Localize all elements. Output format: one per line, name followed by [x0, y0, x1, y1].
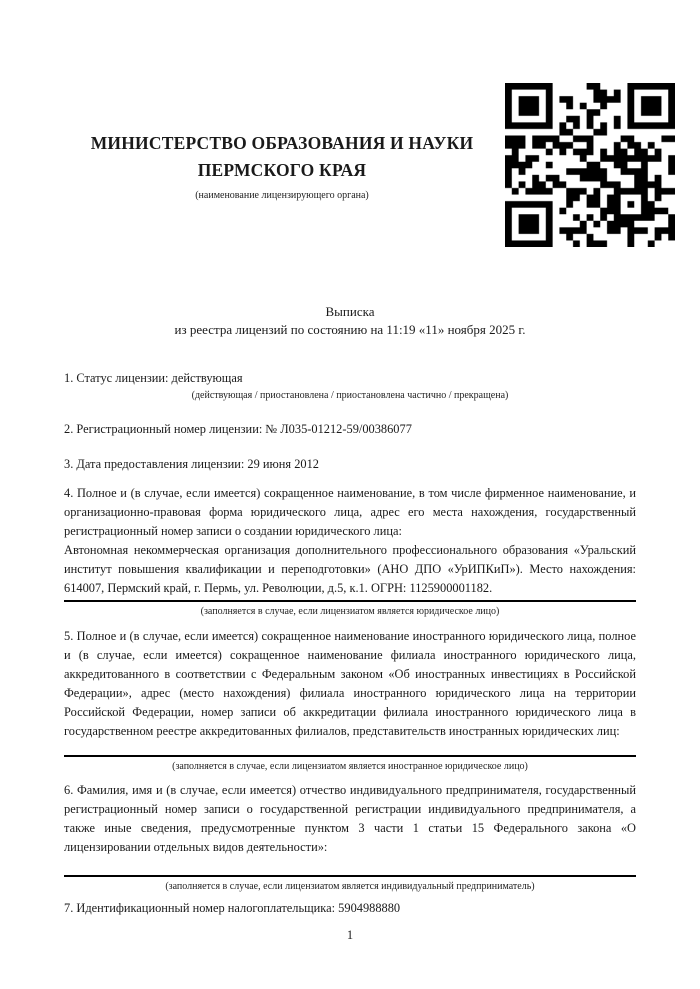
item-taxpayer-number-text: 7. Идентификационный номер налогоплательщика: 5904988880 — [64, 901, 401, 915]
item-foreign-entity-label: 5. Полное и (в случае, если имеется) сокращенное наименование иностранного юридического лица, полное и (в случае, если имеется) сокращенное наименование филиала иностранного юридического лица, аккредитованного в соответствии с Федеральным законом «Об иностранных инвестициях в Российской Федерации», адрес (место нахождения) филиала иностранного юридического лица на территории Российской Федерации, номер записи об аккредитации филиала иностранного юридического лица в государственном реестре аккредитованных филиалов, представительств иностранных юридических лиц: — [64, 629, 636, 738]
licensing-authority-header — [62, 130, 502, 202]
fill-line-individual-entrepreneur — [64, 875, 636, 877]
item-individual-entrepreneur — [64, 781, 636, 893]
qr-code — [505, 83, 675, 247]
ministry-name-line1: МИНИСТЕРСТВО ОБРАЗОВАНИЯ И НАУКИ — [90, 133, 474, 153]
item-individual-entrepreneur-label: 6. Фамилия, имя и (в случае, если имеется) отчество индивидуального предпринимателя, государственный регистрационный номер записи о государственной регистрации индивидуального предпринимателя, а также иные сведения, предусмотренные пунктом 3 части 1 статьи 15 Федерального закона «О лицензировании отдельных видов деятельности»: — [64, 783, 636, 854]
ministry-name-line2: ПЕРМСКОГО КРАЯ — [197, 160, 367, 180]
item-legal-entity-label: 4. Полное и (в случае, если имеется) сокращенное наименование, в том числе фирменное наименование, и организационно-правовая форма юридического лица, адрес его места нахождения, государственный регистрационный номер записи о создании юридического лица: — [64, 486, 636, 538]
item-registration-number — [64, 420, 636, 439]
page-number: 1 — [346, 928, 354, 942]
item-grant-date — [64, 455, 636, 474]
item-registration-number-text: 2. Регистрационный номер лицензии: № Л035-01212-59/00386077 — [64, 422, 412, 436]
document-subtitle: из реестра лицензий по состоянию на 11:19 «11» ноября 2025 г. — [174, 322, 526, 337]
item-taxpayer-number — [64, 899, 636, 918]
item-foreign-entity-note: (заполняется в случае, если лицензиатом является иностранное юридическое лицо) — [172, 761, 528, 772]
item-license-status — [64, 369, 636, 402]
item-legal-entity — [64, 484, 636, 618]
document-title-block — [0, 303, 700, 339]
item-individual-entrepreneur-note: (заполняется в случае, если лицензиатом является индивидуальный предприниматель) — [165, 881, 535, 892]
item-grant-date-text: 3. Дата предоставления лицензии: 29 июня 2012 — [64, 457, 320, 471]
fill-line-foreign-entity — [64, 755, 636, 757]
item-license-status-note: (действующая / приостановлена / приостановлена частично / прекращена) — [191, 390, 509, 401]
item-foreign-entity — [64, 627, 636, 773]
fill-line-legal-entity — [64, 600, 636, 602]
item-legal-entity-note: (заполняется в случае, если лицензиатом является юридическое лицо) — [200, 606, 500, 617]
item-legal-entity-value: Автономная некоммерческая организация дополнительного профессионального образования «Уральский институт повышения квалификации и переподготовки» (АНО ДПО «УрИПКиП»). Место нахождения: 614007, Пермский край, г. Пермь, ул. Революции, д.5, к.1. ОГРН: 1125900001182. — [64, 543, 636, 595]
ministry-caption: (наименование лицензирующего органа) — [195, 190, 369, 201]
item-license-status-text: 1. Статус лицензии: действующая — [64, 371, 243, 385]
document-title: Выписка — [325, 304, 375, 319]
